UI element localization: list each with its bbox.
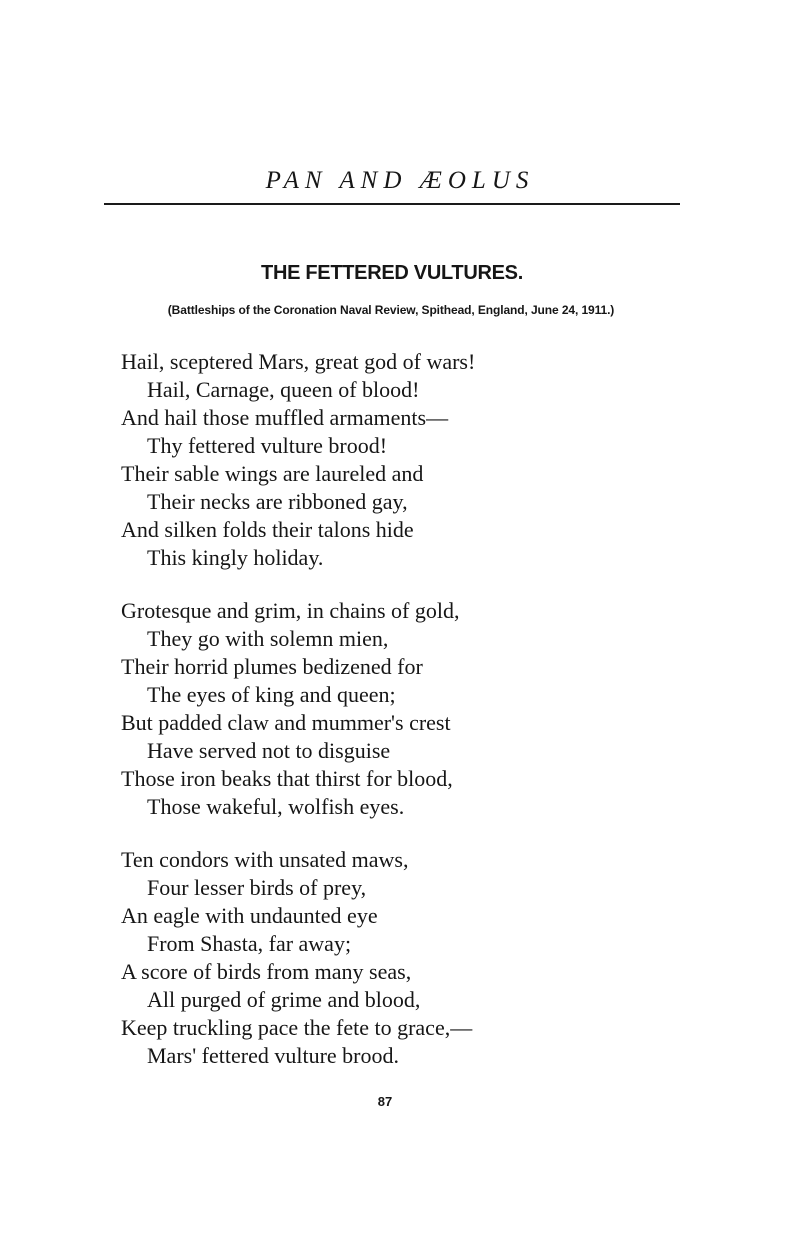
poem-line: And hail those muffled armaments— <box>121 405 449 430</box>
poem-line: Grotesque and grim, in chains of gold, <box>121 598 460 623</box>
poem-line: Hail, sceptered Mars, great god of wars! <box>121 349 476 374</box>
page-number: 87 <box>377 1094 393 1109</box>
poem-line: Those wakeful, wolfish eyes. <box>147 794 405 819</box>
poem-line: But padded claw and mummer's crest <box>121 710 451 735</box>
poem-line: Keep truckling pace the fete to grace,— <box>121 1015 473 1040</box>
poem-line: A score of birds from many seas, <box>121 959 412 984</box>
poem-line: Thy fettered vulture brood! <box>147 433 388 458</box>
poem-line: Ten condors with unsated maws, <box>121 847 409 872</box>
running-head: PAN AND ÆOLUS <box>265 167 535 194</box>
poem-line: And silken folds their talons hide <box>121 517 414 542</box>
poem-line: This kingly holiday. <box>147 545 324 570</box>
poem-title: THE FETTERED VULTURES. <box>261 262 523 284</box>
poem-line: Their sable wings are laureled and <box>121 461 424 486</box>
poem-line: Their horrid plumes bedizened for <box>121 654 423 679</box>
poem-line: Have served not to disguise <box>147 738 391 763</box>
poem-line: Four lesser birds of prey, <box>147 875 367 900</box>
poem-subtitle: (Battleships of the Coronation Naval Review, Spithead, England, June 24, 1911.) <box>167 303 615 317</box>
poem-line: From Shasta, far away; <box>147 931 352 956</box>
stanza-3 <box>121 846 472 1070</box>
poem-line: Those iron beaks that thirst for blood, <box>121 766 453 791</box>
poem-line: The eyes of king and queen; <box>147 682 396 707</box>
poem-line: Hail, Carnage, queen of blood! <box>147 377 420 402</box>
poem-line: All purged of grime and blood, <box>147 987 421 1012</box>
stanza-2 <box>121 597 460 821</box>
poem-line: An eagle with undaunted eye <box>121 903 378 928</box>
poem-line: Mars' fettered vulture brood. <box>147 1043 399 1068</box>
poem-line: Their necks are ribboned gay, <box>147 489 408 514</box>
stanza-1 <box>121 348 475 572</box>
poem-line: They go with solemn mien, <box>147 626 389 651</box>
header-rule <box>104 203 680 205</box>
